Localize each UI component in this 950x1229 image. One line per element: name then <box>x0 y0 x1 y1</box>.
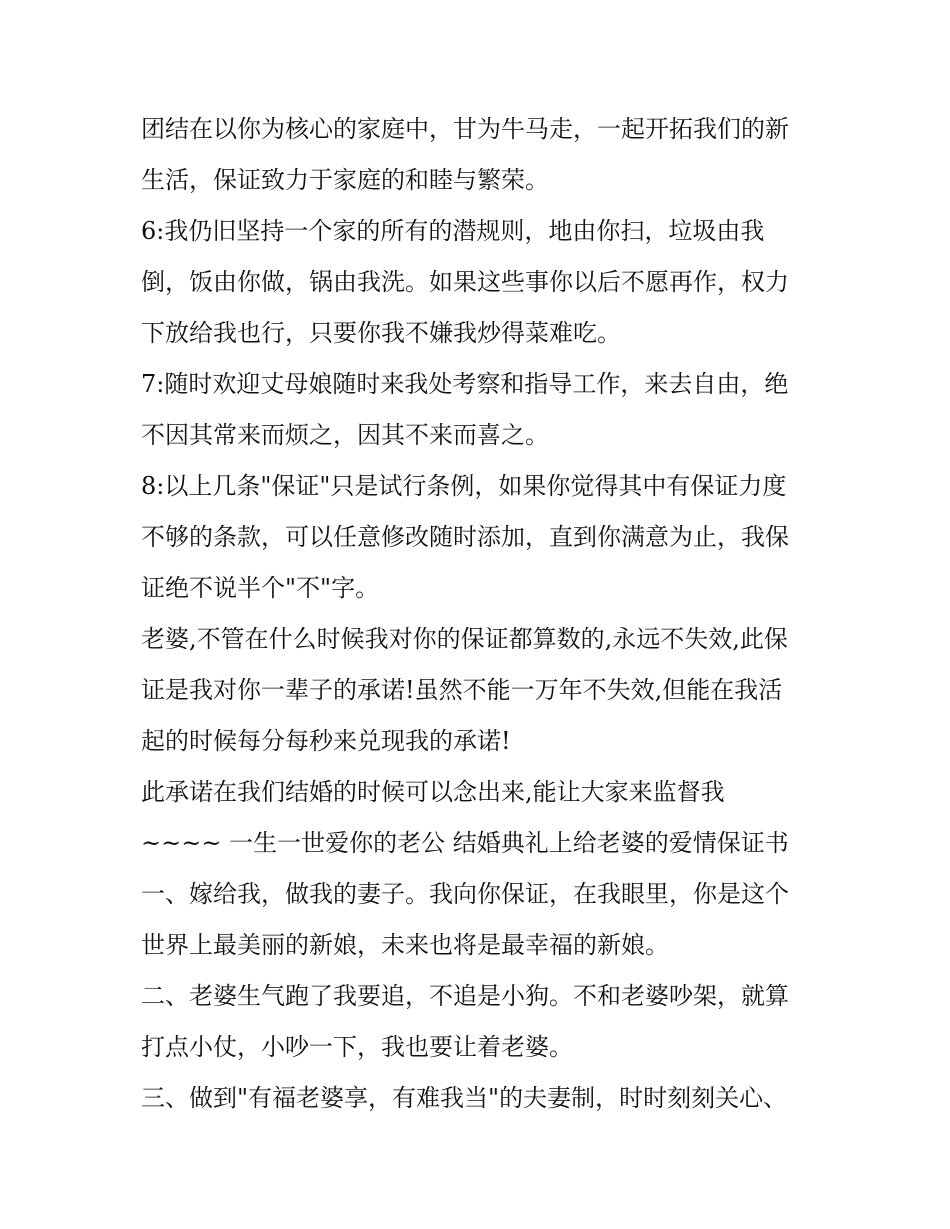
text-line: 一、嫁给我，做我的妻子。我向你保证，在我眼里，你是这个 <box>141 880 789 908</box>
text-line: 8:以上几条"保证"只是试行条例，如果你觉得其中有保证力度 <box>141 472 787 500</box>
text-line: 起的时候每分每秒来兑现我的承诺! <box>141 727 511 755</box>
text-line: 二、老婆生气跑了我要追，不追是小狗。不和老婆吵架，就算 <box>141 982 789 1010</box>
document-body <box>141 104 821 1124</box>
text-line: 证绝不说半个"不"字。 <box>141 574 380 602</box>
text-line: 下放给我也行，只要你我不嫌我炒得菜难吃。 <box>141 319 621 347</box>
text-line: 生活，保证致力于家庭的和睦与繁荣。 <box>141 166 549 194</box>
text-line: 不因其常来而烦之，因其不来而喜之。 <box>141 421 549 449</box>
text-line: 老婆,不管在什么时候我对你的保证都算数的,永远不失效,此保 <box>141 625 788 653</box>
text-line: 打点小仗，小吵一下，我也要让着老婆。 <box>141 1033 573 1061</box>
text-line: 世界上最美丽的新娘，未来也将是最幸福的新娘。 <box>141 931 669 959</box>
text-line: ~~~~ 一生一世爱你的老公 结婚典礼上给老婆的爱情保证书 <box>141 829 789 857</box>
text-line: 团结在以你为核心的家庭中，甘为牛马走，一起开拓我们的新 <box>141 115 789 143</box>
text-line: 证是我对你一辈子的承诺!虽然不能一万年不失效,但能在我活 <box>141 676 783 704</box>
text-line: 三、做到"有福老婆享，有难我当"的夫妻制，时时刻刻关心、 <box>141 1084 788 1112</box>
text-line: 此承诺在我们结婚的时候可以念出来,能让大家来监督我 <box>141 778 725 806</box>
text-line: 6:我仍旧坚持一个家的所有的潜规则，地由你扫，垃圾由我 <box>141 217 765 245</box>
text-line: 不够的条款，可以任意修改随时添加，直到你满意为止，我保 <box>141 523 789 551</box>
text-line: 7:随时欢迎丈母娘随时来我处考察和指导工作，来去自由，绝 <box>141 370 789 398</box>
text-line: 倒，饭由你做，锅由我洗。如果这些事你以后不愿再作，权力 <box>141 268 789 296</box>
